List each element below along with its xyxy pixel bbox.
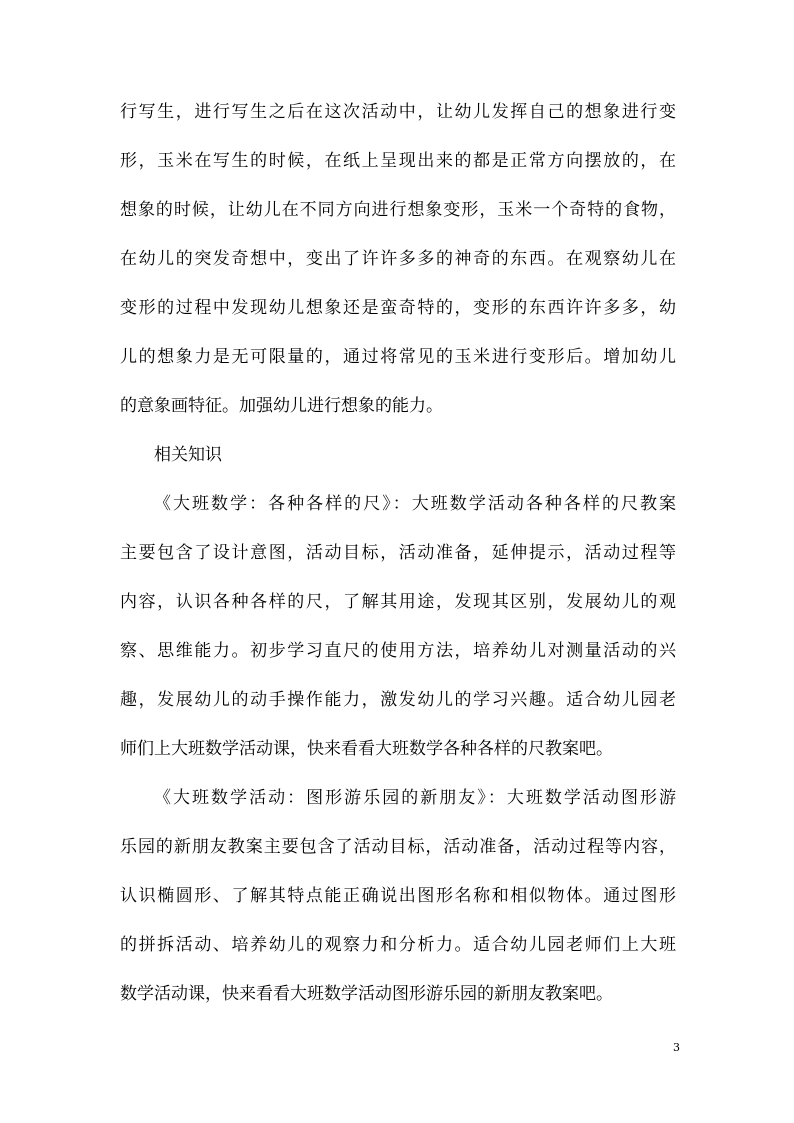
page-number: 3 <box>673 1041 680 1054</box>
text-line: 乐园的新朋友教案主要包含了活动目标，活动准备，活动过程等内容， <box>120 837 676 857</box>
text-line: 变形的过程中发现幼儿想象还是蛮奇特的，变形的东西许许多多，幼 <box>120 298 676 318</box>
section-heading: 相关知识 <box>154 445 222 465</box>
document-body <box>120 88 676 1019</box>
text-line: 主要包含了设计意图，活动目标，活动准备，延伸提示，活动过程等 <box>120 543 676 563</box>
text-line: 的意象画特征。加强幼儿进行想象的能力。 <box>120 396 443 416</box>
text-line: 在幼儿的突发奇想中，变出了许许多多的神奇的东西。在观察幼儿在 <box>120 249 676 269</box>
text-line: 认识椭圆形、了解其特点能正确说出图形名称和相似物体。通过图形 <box>120 886 676 906</box>
text-line: 儿的想象力是无可限量的，通过将常见的玉米进行变形后。增加幼儿 <box>120 347 676 367</box>
text-line: 形，玉米在写生的时候，在纸上呈现出来的都是正常方向摆放的，在 <box>120 151 676 171</box>
text-line: 趣，发展幼儿的动手操作能力，激发幼儿的学习兴趣。适合幼儿园老 <box>120 690 676 710</box>
text-line: 师们上大班数学活动课，快来看看大班数学各种各样的尺教案吧。 <box>120 739 613 759</box>
text-line: 想象的时候，让幼儿在不同方向进行想象变形，玉米一个奇特的食物， <box>120 200 676 220</box>
text-line: 《大班数学活动：图形游乐园的新朋友》：大班数学活动图形游 <box>154 788 676 808</box>
text-line: 察、思维能力。初步学习直尺的使用方法，培养幼儿对测量活动的兴 <box>120 641 676 661</box>
text-line: 《大班数学：各种各样的尺》：大班数学活动各种各样的尺教案 <box>154 494 676 514</box>
text-line: 数学活动课，快来看看大班数学活动图形游乐园的新朋友教案吧。 <box>120 984 613 1004</box>
text-line: 行写生，进行写生之后在这次活动中，让幼儿发挥自己的想象进行变 <box>120 102 676 122</box>
text-line: 的拼拆活动、培养幼儿的观察力和分析力。适合幼儿园老师们上大班 <box>120 935 676 955</box>
text-line: 内容，认识各种各样的尺，了解其用途，发现其区别，发展幼儿的观 <box>120 592 676 612</box>
